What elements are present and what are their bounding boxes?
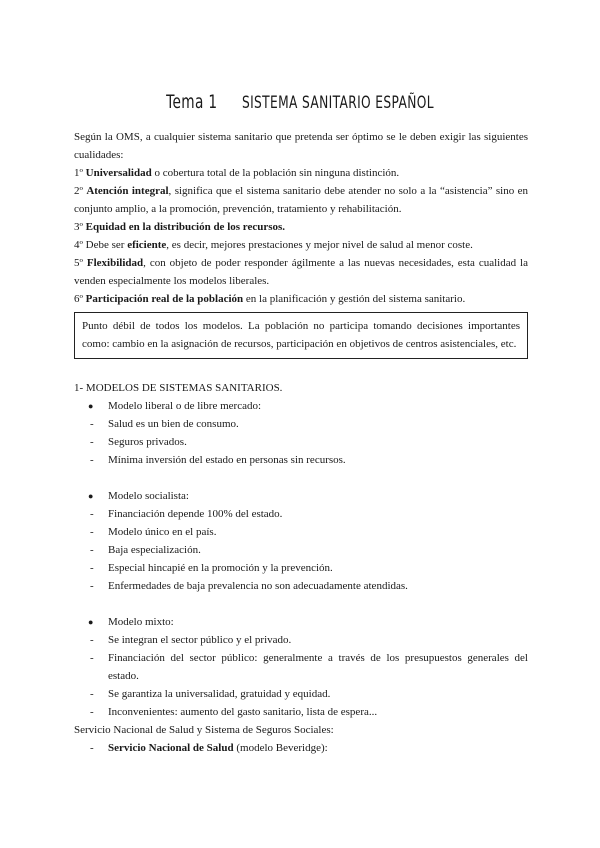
subsection-heading: Servicio Nacional de Salud y Sistema de Seguros Sociales:: [74, 724, 334, 736]
quality-5: 5º Flexibilidad, con objeto de poder responder ágilmente a las nuevas necesidades, esta cualidad la venden especialmente los modelos liberales.: [74, 257, 528, 287]
model-liberal-list: [74, 397, 528, 469]
model-mixto: ● Modelo mixto:: [74, 613, 528, 631]
page-title: [84, 91, 516, 113]
quality-4: 4º Debe ser eficiente, es decir, mejores prestaciones y mejor nivel de salud al menor coste.: [74, 239, 473, 251]
quality-2: 2º Atención integral, significa que el sistema sanitario debe atender no solo a la “asistencia” sino en conjunto amplio, a la promoción, prevención, tratamiento y rehabilitación.: [74, 185, 528, 215]
section-heading: 1- MODELOS DE SISTEMAS SANITARIOS.: [74, 382, 283, 394]
model-socialista: ● Modelo socialista:: [74, 487, 528, 505]
quality-1: 1º Universalidad o cobertura total de la población sin ninguna distinción.: [74, 167, 400, 179]
model-socialista-list: [74, 487, 528, 595]
document-body: [74, 128, 528, 757]
list-item: - Financiación depende 100% del estado.: [74, 505, 528, 523]
list-item: - Modelo único en el país.: [74, 523, 528, 541]
title-part2: SISTEMA SANITARIO ESPAÑOL: [241, 92, 434, 113]
list-item: - Financiación del sector público: generalmente a través de los presupuestos generales del estado.: [74, 649, 528, 685]
title-part1: Tema 1: [166, 90, 218, 113]
list-item: - Mínima inversión del estado en personas sin recursos.: [74, 451, 528, 469]
list-item: - Salud es un bien de consumo.: [74, 415, 528, 433]
list-item: - Se garantiza la universalidad, gratuidad y equidad.: [74, 685, 528, 703]
final-list: [74, 739, 528, 757]
list-item: - Enfermedades de baja prevalencia no son adecuadamente atendidas.: [74, 577, 528, 595]
list-item: - Baja especialización.: [74, 541, 528, 559]
list-item-servicio-nacional: - Servicio Nacional de Salud (modelo Beveridge):: [74, 739, 528, 757]
list-item: - Especial hincapié en la promoción y la prevención.: [74, 559, 528, 577]
intro-paragraph: Según la OMS, a cualquier sistema sanitario que pretenda ser óptimo se le deben exigir las siguientes cualidades:: [74, 131, 528, 161]
weakness-box: Punto débil de todos los modelos. La población no participa tomando decisiones importantes como: cambio en la asignación de recursos, participación en objetivos de centros asistenciales, etc.: [74, 312, 528, 359]
quality-3: 3º Equidad en la distribución de los recursos.: [74, 221, 286, 233]
model-mixto-list: [74, 613, 528, 721]
list-item: - Inconvenientes: aumento del gasto sanitario, lista de espera...: [74, 703, 528, 721]
model-liberal: ● Modelo liberal o de libre mercado:: [74, 397, 528, 415]
quality-6: 6º Participación real de la población en la planificación y gestión del sistema sanitario.: [74, 293, 466, 305]
list-item: - Se integran el sector público y el privado.: [74, 631, 528, 649]
list-item: - Seguros privados.: [74, 433, 528, 451]
